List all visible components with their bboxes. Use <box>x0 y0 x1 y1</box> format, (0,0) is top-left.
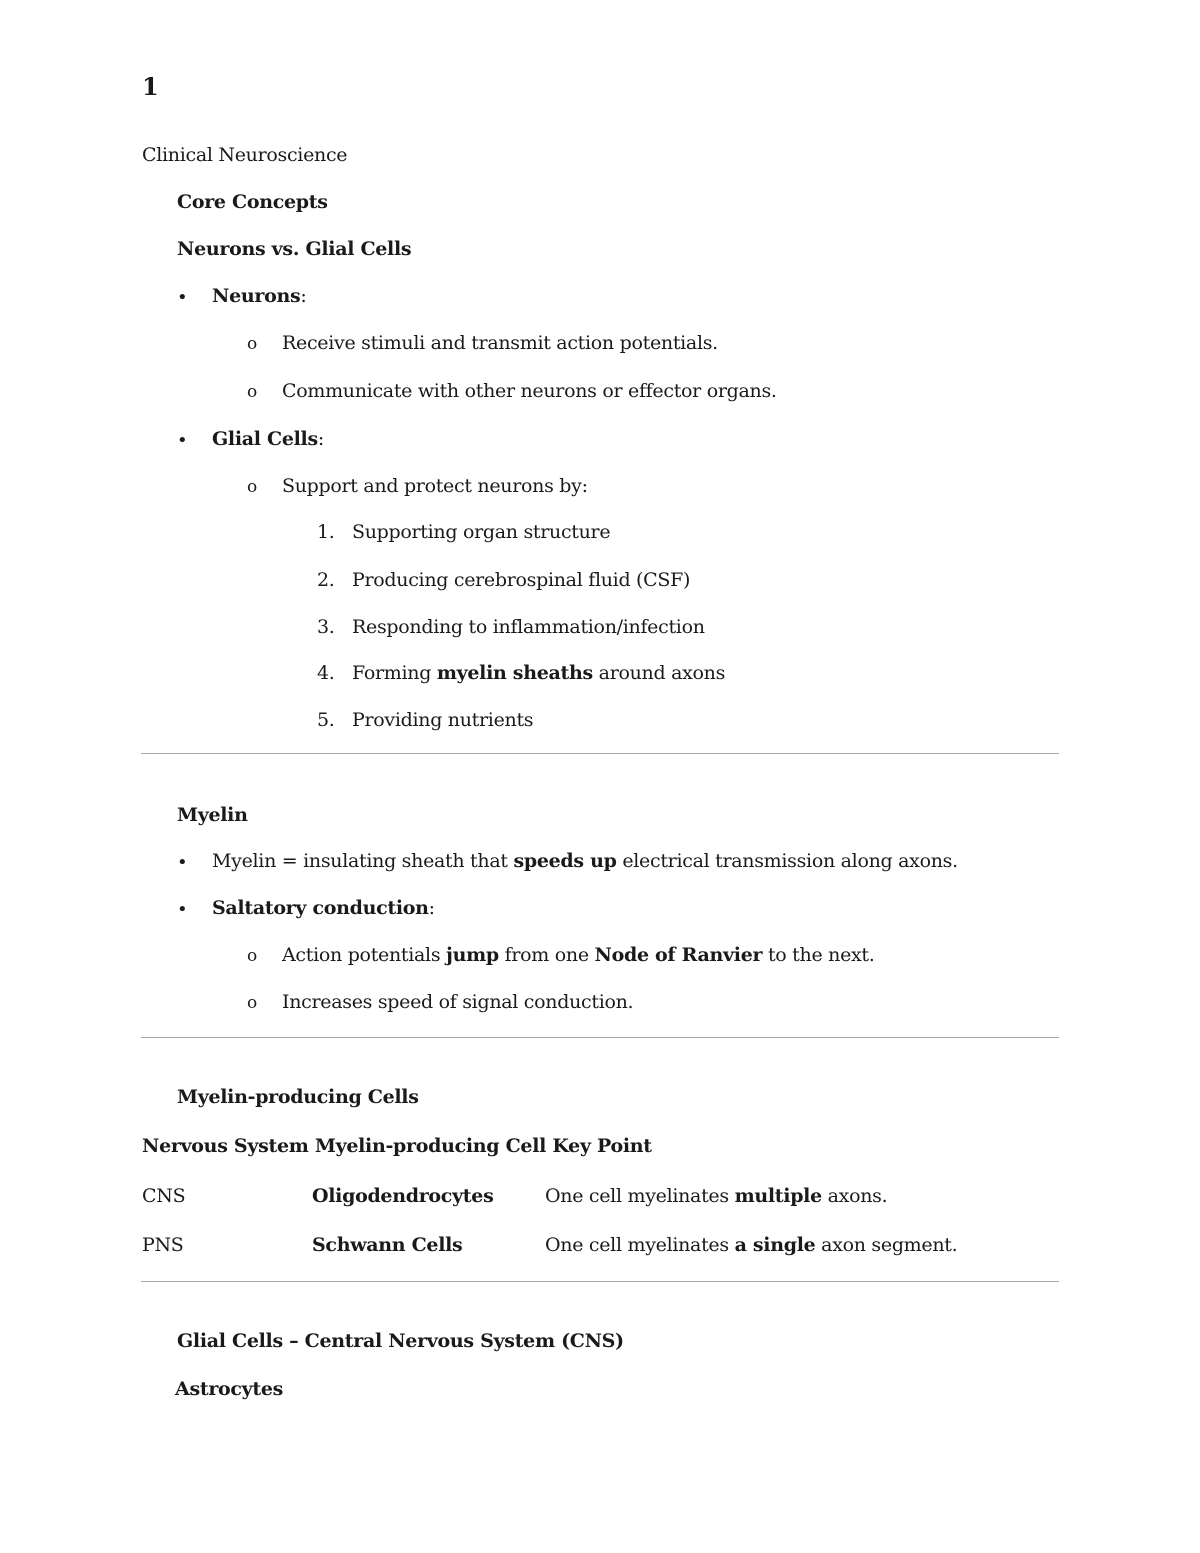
subheading-neurons-vs-glial: Neurons vs. Glial Cells <box>177 238 412 260</box>
myelin-bullet-saltatory: Saltatory conduction: <box>212 897 435 919</box>
table-cell-cell: Schwann Cells <box>312 1234 463 1256</box>
sub-bullet-marker: o <box>247 993 258 1013</box>
table-cell-key-point: One cell myelinates multiple axons. <box>545 1185 888 1207</box>
saltatory-item-2: Increases speed of signal conduction. <box>282 991 634 1013</box>
list-number: 4. <box>317 662 335 684</box>
list-item: Responding to inflammation/infection <box>352 616 705 638</box>
saltatory-item-1: Action potentials jump from one Node of Ranvier to the next. <box>282 944 875 966</box>
list-item: Supporting organ structure <box>352 521 611 543</box>
neurons-item-1: Receive stimuli and transmit action potentials. <box>282 332 718 354</box>
list-number: 1. <box>317 521 335 543</box>
section-heading-myelin-producing: Myelin-producing Cells <box>177 1086 419 1108</box>
list-number: 3. <box>317 616 335 638</box>
list-item: Providing nutrients <box>352 709 534 731</box>
sub-bullet-marker: o <box>247 382 258 402</box>
table-cell-system: PNS <box>142 1234 184 1256</box>
list-item: Forming myelin sheaths around axons <box>352 662 726 684</box>
neurons-item-2: Communicate with other neurons or effector organs. <box>282 380 777 402</box>
horizontal-divider <box>141 1281 1059 1282</box>
sub-bullet-marker: o <box>247 477 258 497</box>
bullet-marker: • <box>177 852 188 873</box>
bullet-marker: • <box>177 287 188 308</box>
horizontal-divider <box>141 753 1059 754</box>
bullet-marker: • <box>177 899 188 920</box>
sub-bullet-marker: o <box>247 334 258 354</box>
table-cell-key-point: One cell myelinates a single axon segment. <box>545 1234 958 1256</box>
bullet-neurons: Neurons: <box>212 285 307 307</box>
horizontal-divider <box>141 1037 1059 1038</box>
table-cell-system: CNS <box>142 1185 186 1207</box>
myelin-bullet-1: Myelin = insulating sheath that speeds up electrical transmission along axons. <box>212 850 958 872</box>
document-title: Clinical Neuroscience <box>142 144 348 166</box>
sub-bullet-marker: o <box>247 946 258 966</box>
list-number: 2. <box>317 569 335 591</box>
bullet-label: Neurons <box>212 285 301 307</box>
page-number: 1 <box>142 72 159 101</box>
glial-sub-item: Support and protect neurons by: <box>282 475 588 497</box>
bullet-glial-cells: Glial Cells: <box>212 428 324 450</box>
list-item: Producing cerebrospinal fluid (CSF) <box>352 569 691 591</box>
section-heading-glial-cns: Glial Cells – Central Nervous System (CNS) <box>177 1330 624 1352</box>
table-header: Nervous System Myelin-producing Cell Key Point <box>142 1135 652 1157</box>
table-cell-cell: Oligodendrocytes <box>312 1185 494 1207</box>
section-heading-myelin: Myelin <box>177 804 248 826</box>
subheading-astrocytes: Astrocytes <box>175 1378 284 1400</box>
bullet-label: Glial Cells <box>212 428 318 450</box>
list-number: 5. <box>317 709 335 731</box>
section-heading-core-concepts: Core Concepts <box>177 191 328 213</box>
bullet-marker: • <box>177 430 188 451</box>
